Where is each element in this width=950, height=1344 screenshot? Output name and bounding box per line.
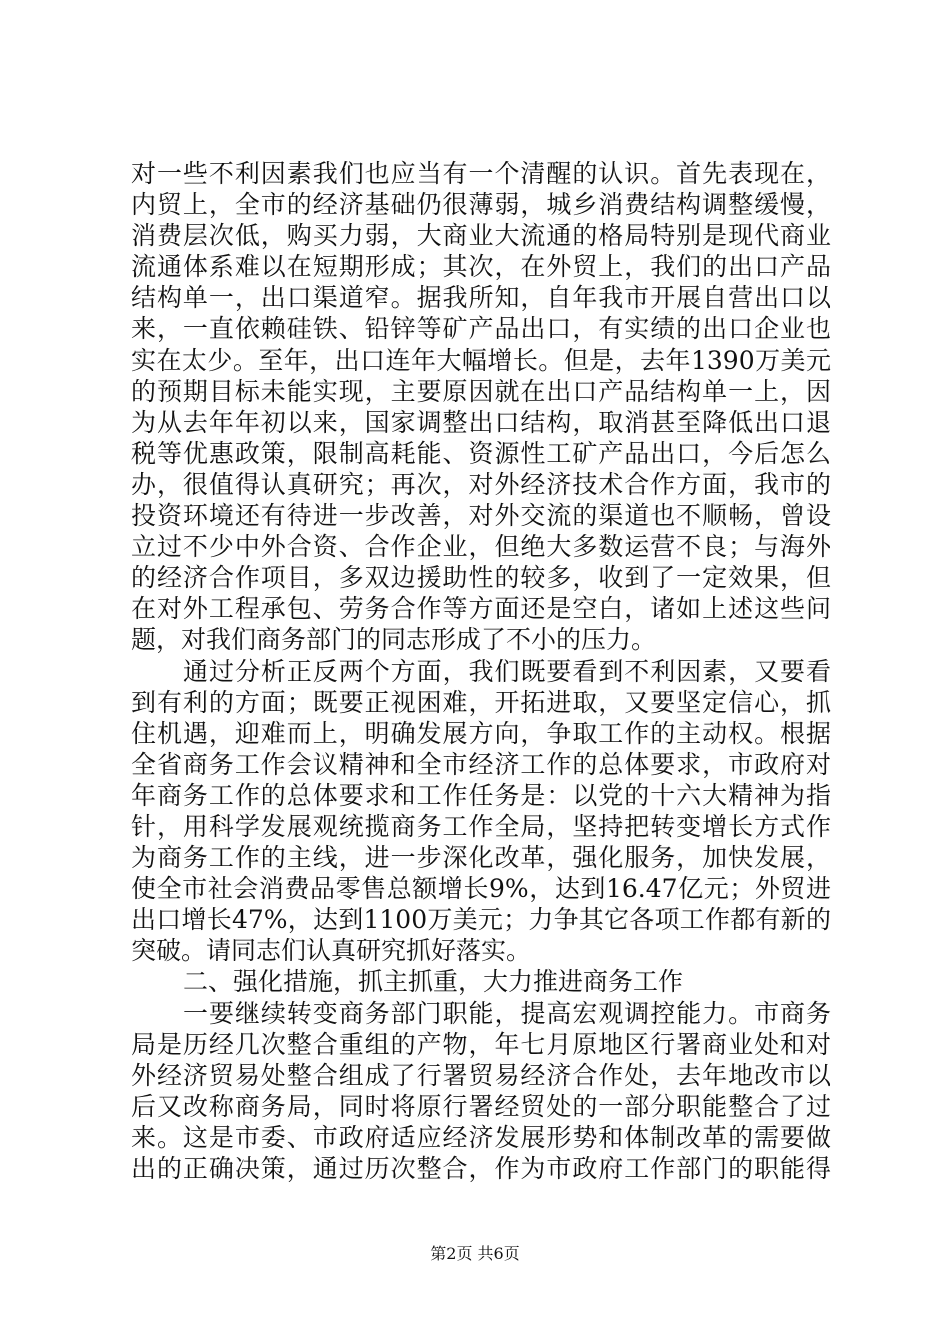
text-line: 的经济合作项目，多双边援助性的较多，收到了一定效果，但 — [131, 563, 831, 593]
text-line: 流通体系难以在短期形成；其次，在外贸上，我们的出口产品 — [131, 252, 831, 282]
text-line: 住机遇，迎难而上，明确发展方向，争取工作的主动权。根据 — [131, 718, 831, 748]
text-line: 使全市社会消费品零售总额增长9%，达到16.47亿元；外贸进 — [131, 874, 831, 904]
text-line: 投资环境还有待进一步改善，对外交流的渠道也不顺畅，曾设 — [131, 501, 831, 531]
text-line: 针，用科学发展观统揽商务工作全局，坚持把转变增长方式作 — [131, 811, 831, 841]
text-line: 内贸上，全市的经济基础仍很薄弱，城乡消费结构调整缓慢， — [131, 190, 831, 220]
text-line: 税等优惠政策，限制高耗能、资源性工矿产品出口，今后怎么 — [131, 438, 831, 468]
text-line: 结构单一，出口渠道窄。据我所知，自年我市开展自营出口以 — [131, 283, 831, 313]
text-line: 办，很值得认真研究；再次，对外经济技术合作方面，我市的 — [131, 469, 831, 499]
text-line: 出口增长47%，达到1100万美元；力争其它各项工作都有新的 — [131, 905, 831, 935]
text-line: 在对外工程承包、劳务合作等方面还是空白，诸如上述这些问 — [131, 594, 831, 624]
paragraph-end-line: 题，对我们商务部门的同志形成了不小的压力。 — [131, 625, 657, 655]
text-line: 立过不少中外合资、合作企业，但绝大多数运营不良；与海外 — [131, 532, 831, 562]
text-line: 来。这是市委、市政府适应经济发展形势和体制改革的需要做 — [131, 1122, 831, 1152]
text-line: 实在太少。至年，出口连年大幅增长。但是，去年1390万美元 — [131, 345, 831, 375]
text-line: 消费层次低，购买力弱，大商业大流通的格局特别是现代商业 — [131, 221, 831, 251]
text-line: 出的正确决策，通过历次整合，作为市政府工作部门的职能得 — [131, 1154, 831, 1183]
text-line: 的预期目标未能实现，主要原因就在出口产品结构单一上，因 — [131, 376, 831, 406]
text-line: 到有利的方面；既要正视困难，开拓进取，又要坚定信心，抓 — [131, 687, 831, 717]
paragraph-end-line: 突破。请同志们认真研究抓好落实。 — [131, 936, 532, 966]
section-heading: 二、强化措施，抓主抓重，大力推进商务工作 — [183, 967, 684, 997]
text-line: 来，一直依赖硅铁、铅锌等矿产品出口，有实绩的出口企业也 — [131, 314, 831, 344]
text-line: 年商务工作的总体要求和工作任务是：以党的十六大精神为指 — [131, 780, 831, 810]
text-line: 外经济贸易处整合组成了行署贸易经济合作处，去年地改市以 — [131, 1060, 831, 1090]
page-footer — [0, 1244, 950, 1264]
body-text — [131, 158, 831, 1184]
text-line: 局是历经几次整合重组的产物，年七月原地区行署商业处和对 — [131, 1029, 831, 1059]
text-line: 全省商务工作会议精神和全市经济工作的总体要求，市政府对 — [131, 749, 831, 779]
paragraph-start-line: 通过分析正反两个方面，我们既要看到不利因素，又要看 — [183, 656, 831, 686]
text-line: 为从去年年初以来，国家调整出口结构，取消甚至降低出口退 — [131, 407, 831, 437]
page-number-label: 第2页 共6页 — [430, 1244, 520, 1263]
text-line: 为商务工作的主线，进一步深化改革，强化服务，加快发展， — [131, 843, 831, 873]
text-line: 后又改称商务局，同时将原行署经贸处的一部分职能整合了过 — [131, 1091, 831, 1121]
text-line: 对一些不利因素我们也应当有一个清醒的认识。首先表现在， — [131, 159, 831, 188]
paragraph-start-line: 一要继续转变商务部门职能，提高宏观调控能力。市商务 — [183, 998, 831, 1028]
